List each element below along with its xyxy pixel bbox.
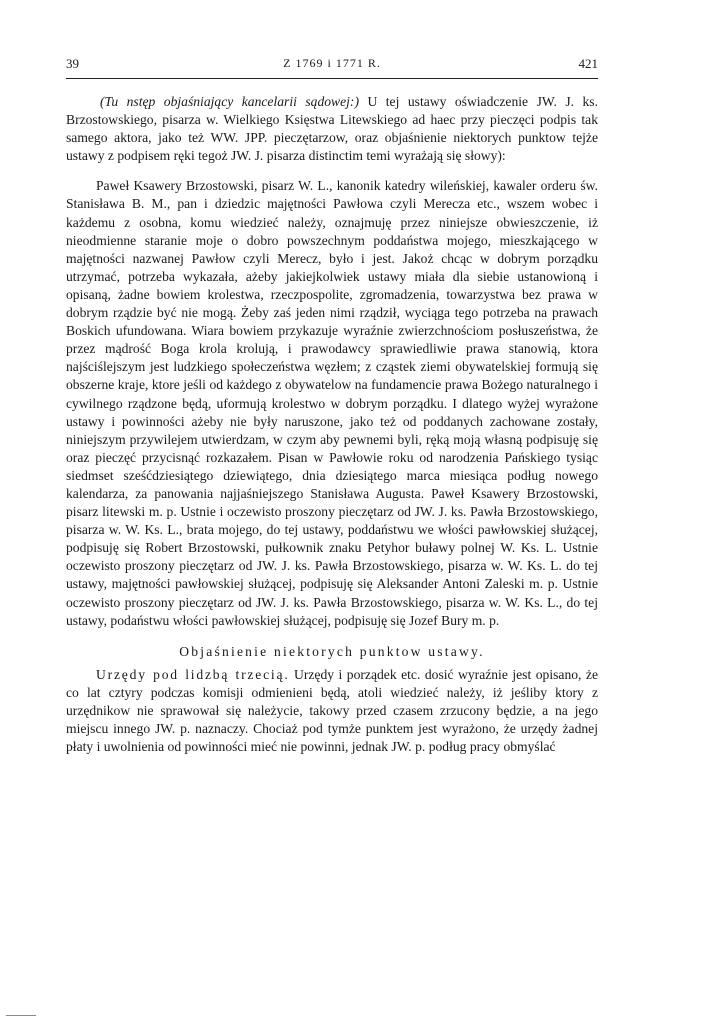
body-paragraph: Paweł Ksawery Brzostowski, pisarz W. L., kanonik katedry wileńskiej, kawaler orderu św. Stanisława B. M., pan i dziedzic majętności Pawłowa czyli Merecza etc., wszem wobec i każdemu z osobna, komu wiedzieć należy, oznajmuję przez niniejsze obwieszczenie, iż nieodmienne staranie moje o dobro powszechnym poddaństwa mojego, mieszkającego w majętności nazwanej Pawłow czyli Merecz, było i jest. Jakoż chcąc w dobrym porządku utrzymać, potrzeba wykazała, ażeby jakiejkolwiek ustawy miała dla siebie ustanowioną i opisaną, żadne bowiem krolestwa, rzeczpospolite, zgromadzenia, towarzystwa bez prawa w dobrym rządzie być nie mogą. Żeby zaś jeden nimi rządził, wyciąga tego potrzeba na prawach Boskich ufundowana. Wiara bowiem przykazuje wyraźnie zwierzchnościom posłuszeństwa, że przez mądrość Boga krola krolują, i prawodawcy sprawiedliwie prawa stanowią, ktora najściślejszym jest ludzkiego społeczeństwa węzłem; z cząstek ziemi obywatelskiej formują się obszerne kraje, ktore jeśli od każdego z obywatelow na fundamencie prawa Bożego naturalnego i cywilnego rządzone będą, uformują krolestwo w dobrym porządku. I dlatego wyżej wyrażone ustawy i powinności ażeby nie były naruszone, jako też od poddanych zachowane zostały, niniejszym przywilejem utwierdzam, w czym aby pewnemi byli, ręką moją własną podpisuję się oraz pieczęć przycisnąć rozkazałem. Pisan w Pawłowie roku od narodzenia Pańskiego tysiąc siedmset sześćdziesiątego dziewiątego, dnia dziesiątego marca miesiąca podług nowego kalendarza, za panowania najjaśniejszego Stanisława Augusta. Paweł Ksawery Brzostowski, pisarz litewski m. p. Ustnie i oczewisto proszony pieczętarz od JW. J. ks. Pawła Brzostowskiego, pisarza w. W. Ks. L., brata mojego, do tej ustawy, poddaństwu we włości pawłowskiej służącej, podpisuję się Robert Brzostowski, pułkownik znaku Petyhor buławy polnej W. Ks. L. Ustnie oczewisto proszony pieczętarz od JW. J. ks. Pawła Brzostowskiego, pisarza w. W. Ks. L. do tej ustawy, majętności pawłowskiej służącej, podpisuję się Aleksander Antoni Zaleski m. p. Ustnie oczewisto proszony pieczętarz od JW. J. ks. Pawła Brzostowskiego, pisarza w. W. Ks. L., do tej ustawy, podaństwu włości pawłowskiej służącej, podpisuję się Jozef Bury m. p. bbox=[66, 178, 598, 628]
page-number: 421 bbox=[578, 56, 598, 71]
intro-text: U tej ustawy oświadczenie JW. J. ks. Brzostowskiego, pisarza w. Wielkiego Księstwa Litewskiego ad haec przy pieczęci podpis tak samego aktora, jako też WW. JPP. pieczętarzow, oraz objaśnienie niektorych punktow tejże ustawy z podpisem ręki tegoż JW. J. pisarza distinctim temi wyrażają się słowy): bbox=[66, 94, 598, 164]
section-text: Urzędy i porządek etc. dosić wyraźnie jest opisano, że co lat cztyry podczas komisji odmienieni będą, atoli wiedzieć należy, iż jeśliby ktory z urzędnikow nie sprawował się należycie, takowy przed czasem zrzucony będzie, a na jego miejscu innego JW. p. naznaczy. Chociaż pod tymże punktem jest wyrażono, że urzędy żadnej płaty i uwolnienia od powinności mieć nie powinni, jednak JW. p. podług pracy obmyślać bbox=[66, 666, 598, 755]
left-page-reference: 39 bbox=[66, 56, 79, 71]
section-paragraph bbox=[66, 666, 598, 756]
document-page bbox=[66, 56, 598, 756]
section-heading: Objaśnienie niektorych punktow ustawy. bbox=[179, 643, 485, 659]
scan-edge-mark bbox=[6, 1015, 36, 1024]
editorial-note: (Tu nstęp objaśniający kancelarii sądowej:) bbox=[100, 94, 359, 109]
running-header bbox=[66, 56, 598, 76]
header-rule bbox=[66, 78, 598, 79]
running-title: Z 1769 i 1771 R. bbox=[283, 56, 381, 70]
section-lead: Urzędy pod lidzbą trzecią. bbox=[96, 666, 290, 682]
intro-paragraph bbox=[66, 93, 598, 165]
